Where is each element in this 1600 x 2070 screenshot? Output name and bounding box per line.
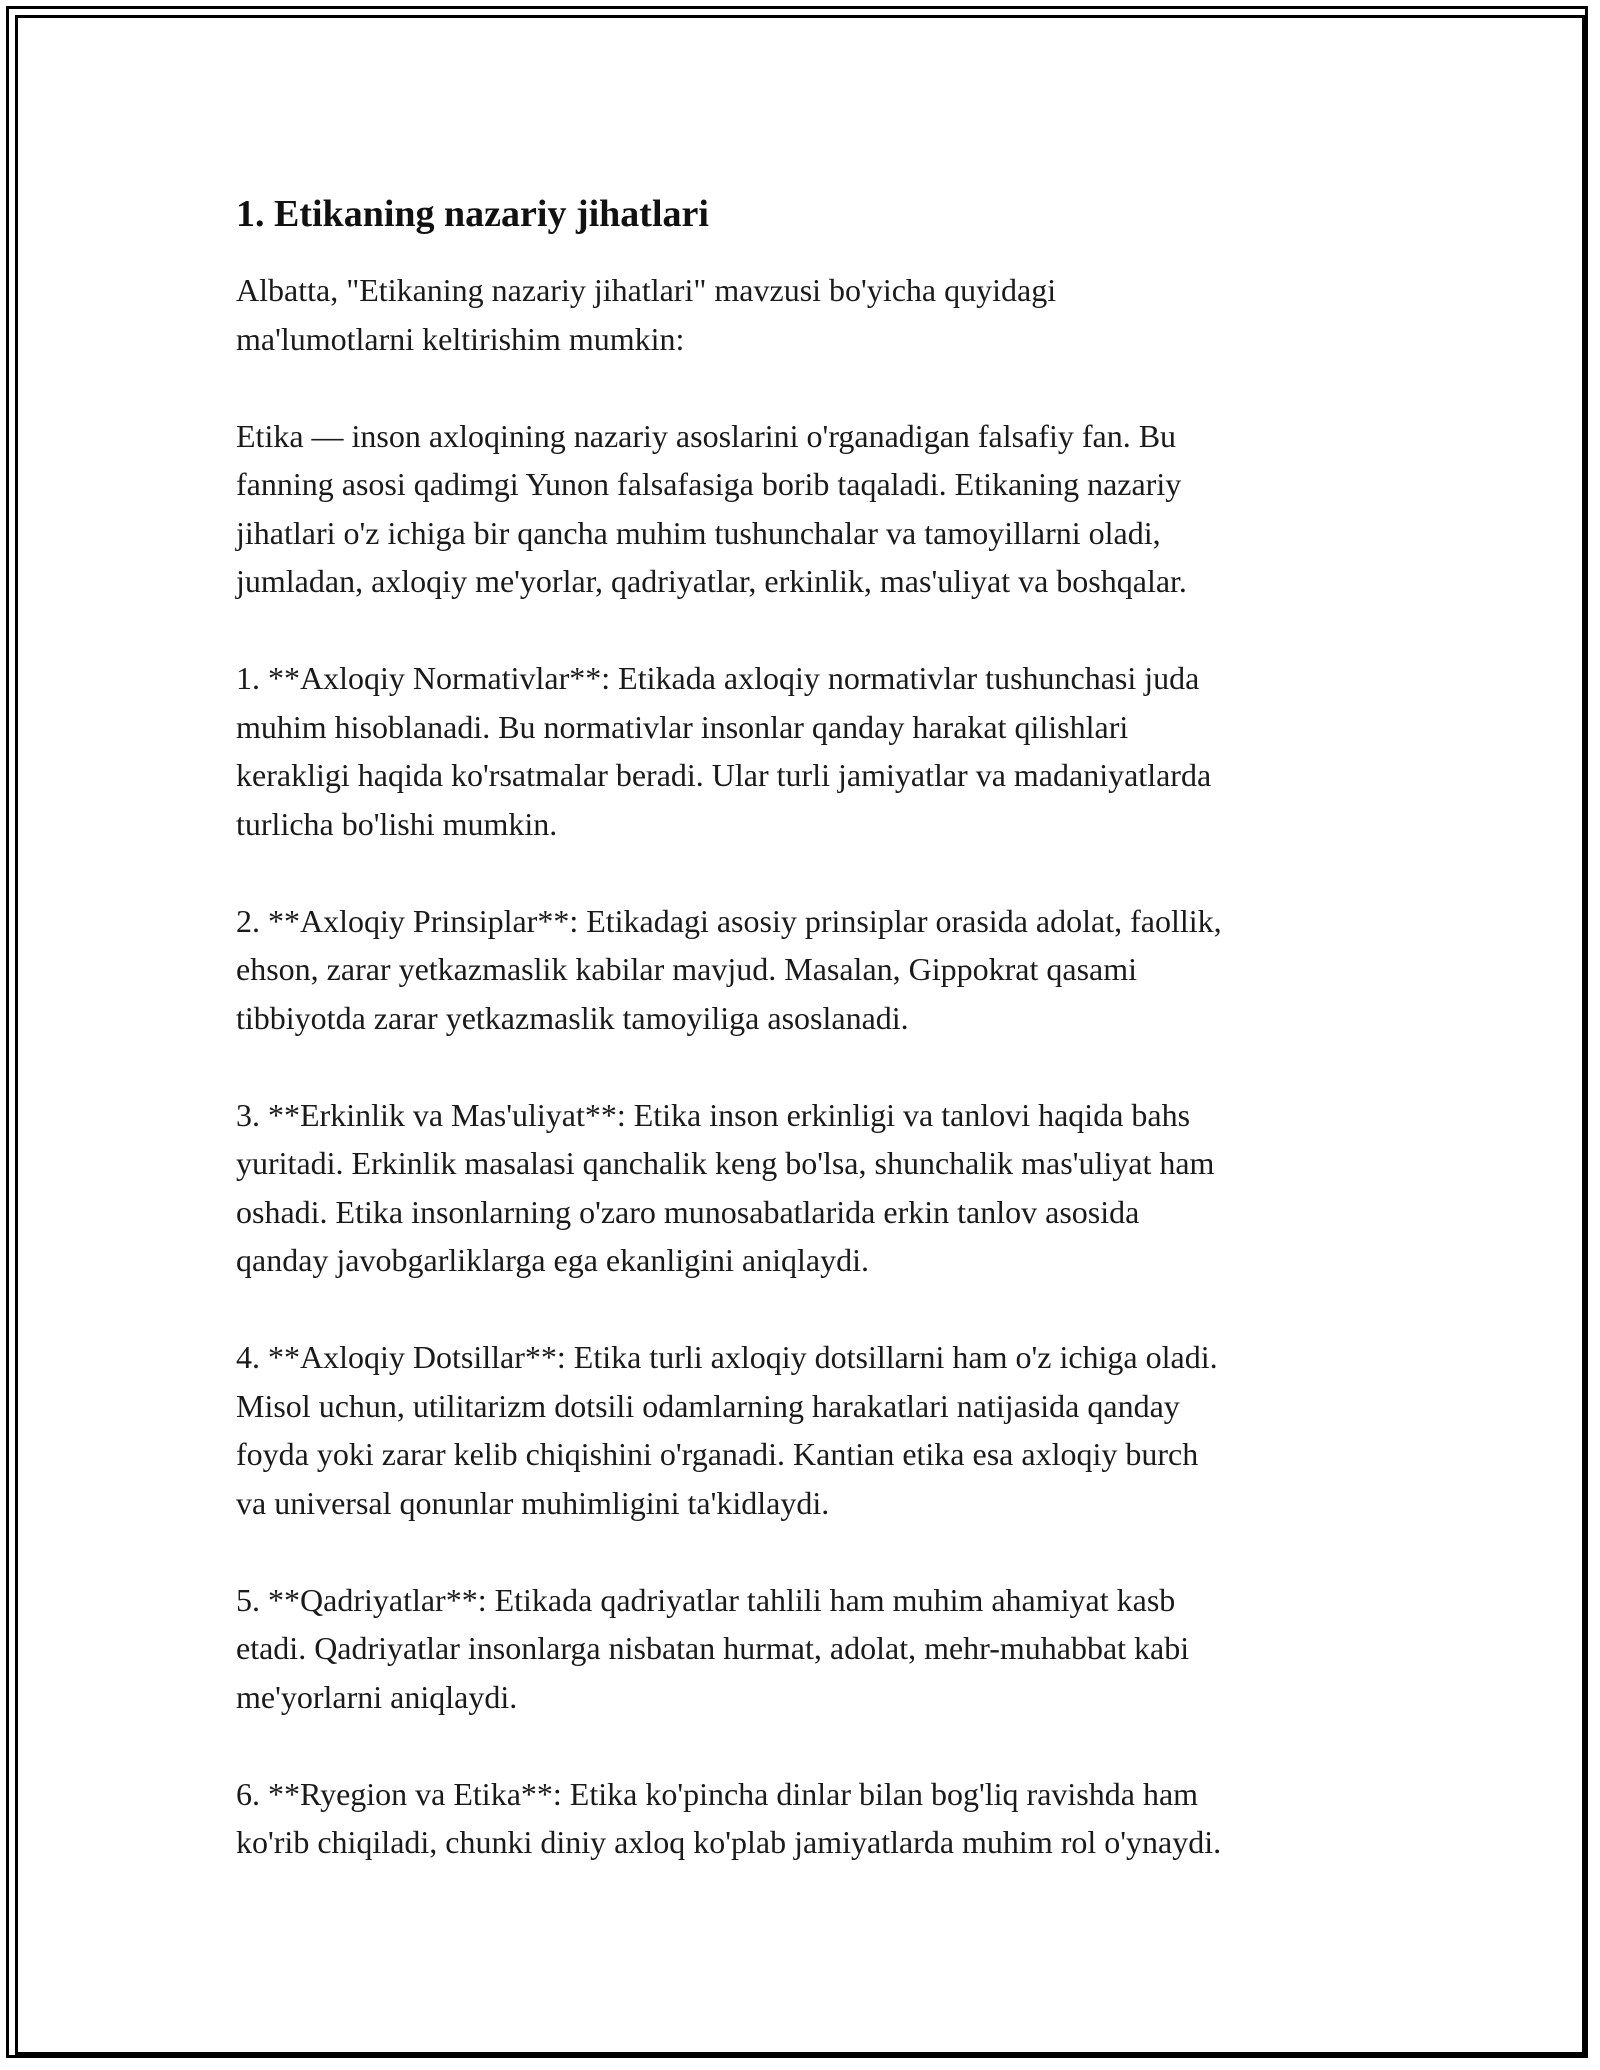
text-line: foyda yoki zarar kelib chiqishini o'rganadi. Kantian etika esa axloqiy burch	[236, 1436, 1199, 1472]
text-line: Misol uchun, utilitarizm dotsili odamlarning harakatlari natijasida qanday	[236, 1387, 1180, 1424]
text-line: 6. **Ryegion va Etika**: Etika ko'pincha dinlar bilan bog'liq ravishda ham	[236, 1775, 1199, 1812]
text-line: jumladan, axloqiy me'yorlar, qadriyatlar, erkinlik, mas'uliyat va boshqalar.	[236, 563, 1187, 599]
text-line: turlicha bo'lishi mumkin.	[236, 805, 558, 842]
document-body	[236, 180, 1396, 1915]
text-line: fanning asosi qadimgi Yunon falsafasiga borib taqaladi. Etikaning nazariy	[236, 466, 1182, 502]
text-line: Etika — inson axloqining nazariy asoslarini o'rganadigan falsafiy fan. Bu	[236, 417, 1177, 454]
text-line: tibbiyotda zarar yetkazmaslik tamoyiliga asoslanadi.	[236, 999, 909, 1036]
text-line: 3. **Erkinlik va Mas'uliyat**: Etika inson erkinligi va tanlovi haqida bahs	[236, 1096, 1191, 1133]
paragraph-intro	[236, 266, 1396, 363]
text-line: muhim hisoblanadi. Bu normativlar insonlar qanday harakat qilishlari	[236, 708, 1129, 745]
document-title: 1. Etikaning nazariy jihatlari	[236, 193, 709, 235]
text-line: jihatlari o'z ichiga bir qancha muhim tushunchalar va tamoyillarni oladi,	[236, 514, 1161, 551]
paragraph-item-4	[236, 1333, 1396, 1527]
text-line: yuritadi. Erkinlik masalasi qanchalik keng bo'lsa, shunchalik mas'uliyat ham	[236, 1145, 1215, 1181]
text-line: 5. **Qadriyatlar**: Etikada qadriyatlar tahlili ham muhim ahamiyat kasb	[236, 1581, 1176, 1618]
text-line: etadi. Qadriyatlar insonlarga nisbatan hurmat, adolat, mehr-muhabbat kabi	[236, 1630, 1190, 1666]
text-line: 2. **Axloqiy Prinsiplar**: Etikadagi asosiy prinsiplar orasida adolat, faollik,	[236, 902, 1222, 939]
paragraph-definition	[236, 412, 1396, 606]
paragraph-item-1	[236, 654, 1396, 848]
text-line: oshadi. Etika insonlarning o'zaro munosabatlarida erkin tanlov asosida	[236, 1193, 1140, 1230]
text-line: Albatta, "Etikaning nazariy jihatlari" mavzusi bo'yicha quyidagi	[236, 272, 1057, 308]
text-line: va universal qonunlar muhimligini ta'kidlaydi.	[236, 1484, 830, 1521]
text-line: 1. **Axloqiy Normativlar**: Etikada axloqiy normativlar tushunchasi juda	[236, 660, 1200, 696]
paragraph-item-5	[236, 1576, 1396, 1722]
text-line: ko'rib chiqiladi, chunki diniy axloq ko'plab jamiyatlarda muhim rol o'ynaydi.	[236, 1824, 1222, 1860]
text-line: ehson, zarar yetkazmaslik kabilar mavjud. Masalan, Gippokrat qasami	[236, 951, 1138, 987]
text-line: qanday javobgarliklarga ega ekanligini aniqlaydi.	[236, 1242, 869, 1278]
paragraph-item-2	[236, 897, 1396, 1043]
paragraph-item-6	[236, 1770, 1396, 1867]
text-line: 4. **Axloqiy Dotsillar**: Etika turli axloqiy dotsillarni ham o'z ichiga oladi.	[236, 1339, 1218, 1375]
paragraph-item-3	[236, 1091, 1396, 1285]
text-line: kerakligi haqida ko'rsatmalar beradi. Ular turli jamiyatlar va madaniyatlarda	[236, 757, 1212, 793]
text-line: me'yorlarni aniqlaydi.	[236, 1678, 518, 1715]
text-line: ma'lumotlarni keltirishim mumkin:	[236, 320, 685, 357]
